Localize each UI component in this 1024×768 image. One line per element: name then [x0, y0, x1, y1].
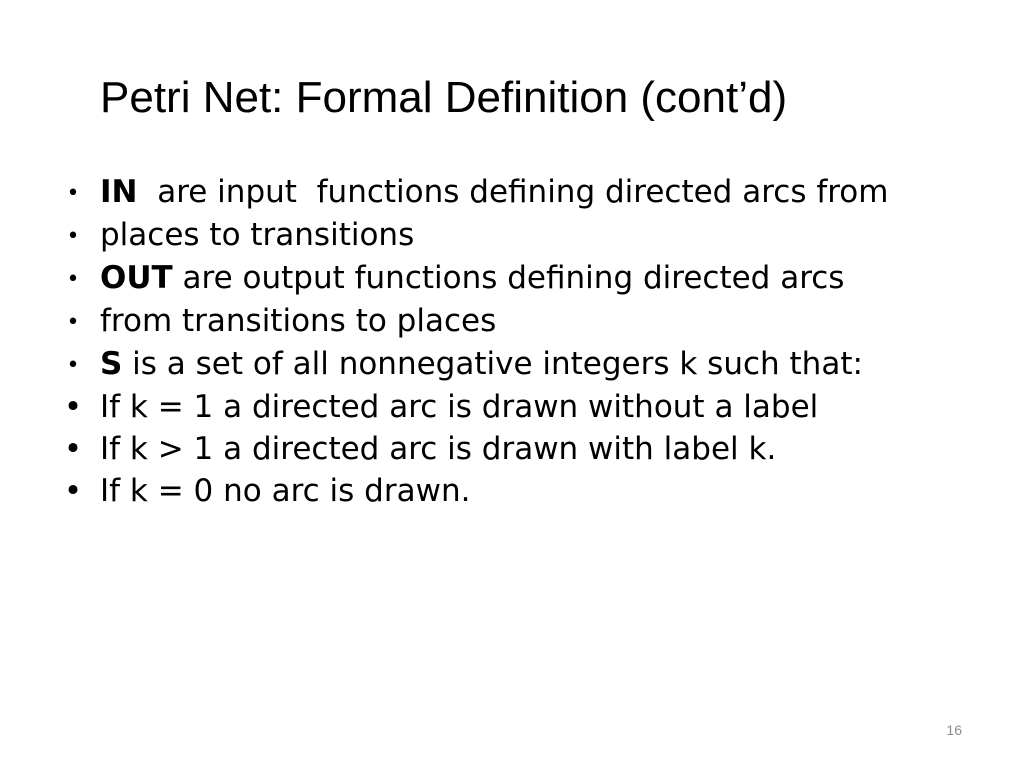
bullet-text: places to transitions: [100, 217, 415, 253]
bullet-dot-icon: •: [66, 181, 80, 206]
bullet-dot-icon: •: [66, 310, 80, 335]
bullet-term: IN: [100, 174, 138, 210]
bullet-item-in: [58, 176, 978, 208]
bullet-item-k-greater-1: [58, 433, 978, 465]
bullet-text: is a set of all nonnegative integers k such that:: [122, 346, 863, 382]
bullet-dot-icon: •: [63, 473, 83, 509]
bullet-dot-icon: •: [66, 267, 80, 292]
bullet-item-transitions-to-places: [58, 305, 978, 337]
bullet-dot-icon: •: [66, 353, 80, 378]
bullet-text: If k > 1 a directed arc is drawn with label k.: [100, 431, 777, 467]
bullet-list: [58, 176, 978, 517]
bullet-item-k-equals-1: [58, 391, 978, 423]
bullet-text: from transitions to places: [100, 303, 497, 339]
slide-title: Petri Net: Formal Definition (cont’d): [100, 73, 788, 122]
bullet-item-s: [58, 348, 978, 380]
bullet-item-k-equals-0: [58, 475, 978, 507]
bullet-item-out: [58, 262, 978, 294]
bullet-dot-icon: •: [63, 431, 83, 467]
bullet-text: are input functions defining directed arcs from: [137, 174, 889, 210]
bullet-term: S: [100, 346, 123, 382]
bullet-term: OUT: [100, 260, 173, 296]
page-number: 16: [946, 722, 962, 738]
bullet-dot-icon: •: [66, 224, 80, 249]
bullet-text: are output functions defining directed arcs: [172, 260, 845, 296]
bullet-item-places-to-transitions: [58, 219, 978, 251]
bullet-text: If k = 1 a directed arc is drawn without a label: [100, 389, 819, 425]
bullet-text: If k = 0 no arc is drawn.: [100, 473, 471, 509]
bullet-dot-icon: •: [63, 389, 83, 425]
